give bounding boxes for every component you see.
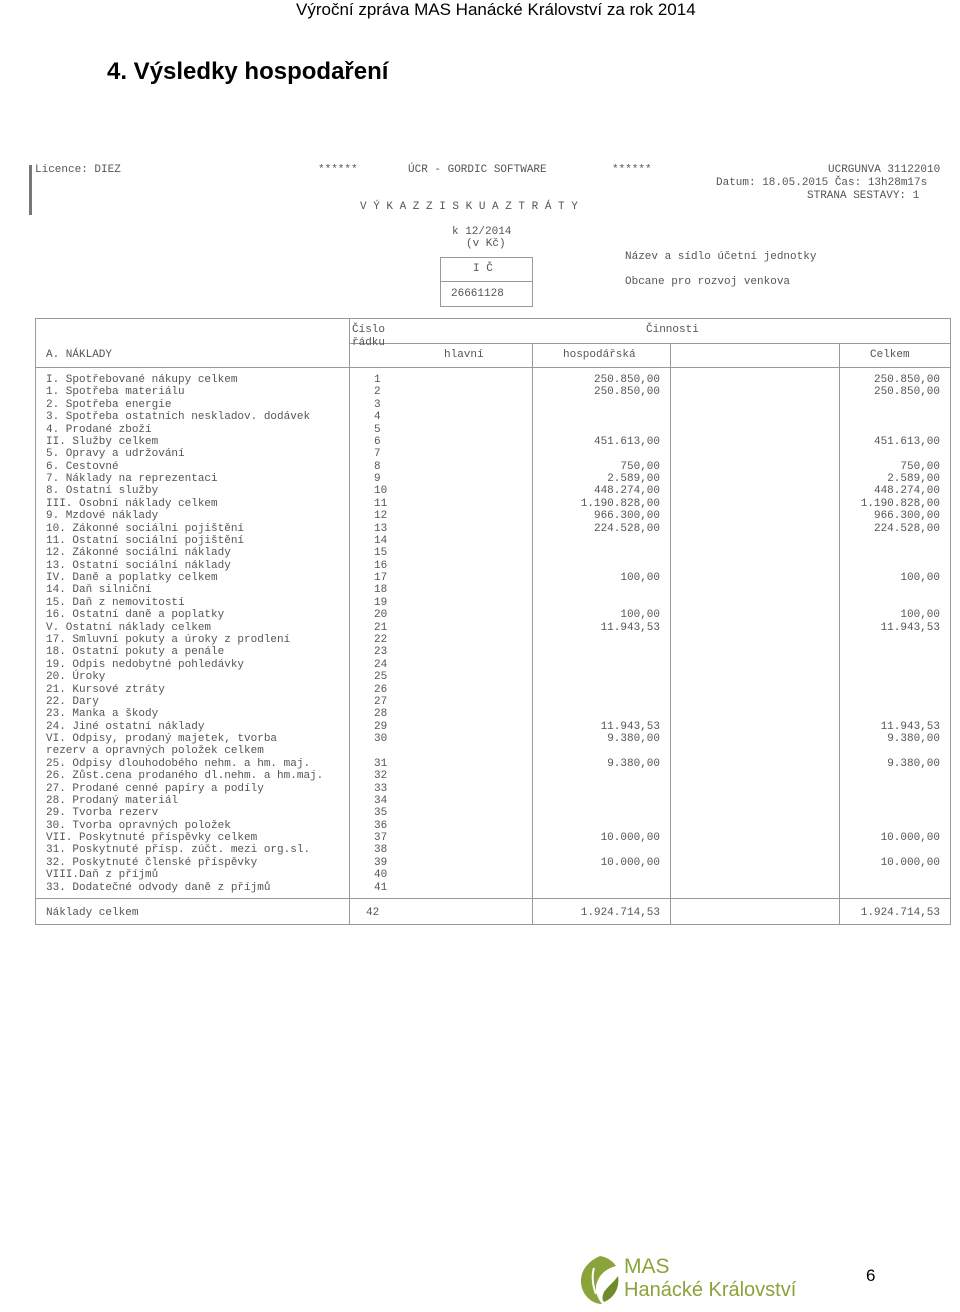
row-label: 27. Prodané cenné papíry a podíly <box>46 782 264 795</box>
stars-right: ****** <box>612 164 652 176</box>
row-label: 32. Poskytnuté členské příspěvky <box>46 856 258 869</box>
row-number: 4 <box>374 411 381 424</box>
row-total-value: 100,00 <box>900 609 940 622</box>
row-label: 24. Jiné ostatní náklady <box>46 720 205 733</box>
row-number: 29 <box>374 720 388 733</box>
row-number: 10 <box>374 485 388 498</box>
row-label: 13. Ostatní sociální náklady <box>46 559 231 572</box>
row-econ-value: 1.190.828,00 <box>580 497 660 510</box>
row-label: 14. Daň silniční <box>46 584 152 597</box>
row-label: 16. Ostatní daně a poplatky <box>46 609 225 622</box>
row-label: 19. Odpis nedobytné pohledávky <box>46 658 245 671</box>
row-label: 25. Odpisy dlouhodobého nehm. a hm. maj. <box>46 757 311 770</box>
row-number: 40 <box>374 869 388 882</box>
row-number: 7 <box>374 448 381 461</box>
row-econ-value: 750,00 <box>620 460 660 473</box>
row-number: 3 <box>374 398 381 411</box>
row-label: 8. Ostatní služby <box>46 485 159 498</box>
row-total-value: 9.380,00 <box>887 757 940 770</box>
report-code: UCRGUNVA 31122010 <box>828 164 941 176</box>
row-label: 26. Zůst.cena prodaného dl.nehm. a hm.maj. <box>46 770 324 783</box>
row-total-value: 250.850,00 <box>873 374 940 386</box>
row-total-value: 1.190.828,00 <box>860 497 940 510</box>
row-econ-value: 10.000,00 <box>600 832 660 845</box>
row-number: 31 <box>374 757 388 770</box>
row-number: 21 <box>374 621 388 634</box>
row-label: 22. Dary <box>46 695 99 708</box>
row-econ-value: 100,00 <box>620 609 660 622</box>
row-econ-value: 966.300,00 <box>593 510 660 523</box>
entity-label: Název a sídlo účetní jednotky <box>625 251 817 263</box>
row-number: 18 <box>374 584 388 597</box>
ic-box <box>440 257 533 307</box>
row-econ-value: 9.380,00 <box>607 757 660 770</box>
row-number: 19 <box>374 596 388 609</box>
row-number: 24 <box>374 658 388 671</box>
row-number: 6 <box>374 435 381 448</box>
row-label: IV. Daně a poplatky celkem <box>46 572 218 585</box>
row-number: 39 <box>374 856 388 869</box>
row-number: 23 <box>374 646 388 659</box>
row-label: 10. Zákonné sociální pojištění <box>46 522 245 535</box>
row-total-value: 2.589,00 <box>887 473 940 486</box>
row-econ-value: 11.943,53 <box>600 720 660 733</box>
row-label: VII. Poskytnuté příspěvky celkem <box>46 832 258 845</box>
row-label: III. Osobní náklady celkem <box>46 497 218 510</box>
col-total-header: Celkem <box>870 349 910 361</box>
row-label: 23. Manka a škody <box>46 708 159 721</box>
row-number: 35 <box>374 807 388 820</box>
row-econ-value: 9.380,00 <box>607 733 660 746</box>
row-label: II. Služby celkem <box>46 435 159 448</box>
row-label: 7. Náklady na reprezentaci <box>46 473 218 486</box>
row-label: 28. Prodaný materiál <box>46 794 179 807</box>
row-label: 11. Ostatní sociální pojištění <box>46 534 245 547</box>
running-header: Výroční zpráva MAS Hanácké Království za rok 2014 <box>296 0 696 19</box>
row-label: 3. Spotřeba ostatních neskladov. dodávek <box>46 411 311 424</box>
logo-name-text: Hanácké Království <box>624 1279 797 1301</box>
row-econ-value: 11.943,53 <box>600 621 660 634</box>
row-label: 21. Kursové ztráty <box>46 683 165 696</box>
row-number: 14 <box>374 534 388 547</box>
row-total-value: 966.300,00 <box>873 510 940 523</box>
row-number: 27 <box>374 695 388 708</box>
total-row-no: 42 <box>366 907 380 919</box>
row-number: 33 <box>374 782 388 795</box>
report-period: k 12/2014 <box>452 226 512 238</box>
row-total-value: 250.850,00 <box>873 386 940 399</box>
row-number: 17 <box>374 572 388 585</box>
row-no-header-2: řádku <box>352 337 386 349</box>
row-number: 36 <box>374 819 388 832</box>
row-label: V. Ostatní náklady celkem <box>46 621 212 634</box>
row-label: 12. Zákonné sociální náklady <box>46 547 231 560</box>
row-total-value: 100,00 <box>900 572 940 585</box>
ic-label: I Č <box>473 263 493 275</box>
report-datetime: Datum: 18.05.2015 Čas: 13h28m17s <box>716 177 928 189</box>
row-label: 18. Ostatní pokuty a penále <box>46 646 225 659</box>
activities-header: Činnosti <box>646 324 699 336</box>
row-econ-value: 10.000,00 <box>600 856 660 869</box>
report-page: STRANA SESTAVY: 1 <box>807 190 920 202</box>
section-title: 4. Výsledky hospodaření <box>107 58 389 85</box>
row-no-header-1: Číslo <box>352 324 386 336</box>
row-total-value: 10.000,00 <box>880 832 940 845</box>
col-main-header: hlavní <box>444 349 484 361</box>
row-label: 29. Tvorba rezerv <box>46 807 159 820</box>
row-econ-value: 250.850,00 <box>593 386 660 399</box>
row-total-value: 448.274,00 <box>873 485 940 498</box>
stars-left: ****** <box>318 164 358 176</box>
row-number: 38 <box>374 844 388 857</box>
row-econ-value: 448.274,00 <box>593 485 660 498</box>
row-number: 16 <box>374 559 388 572</box>
row-number: 5 <box>374 423 381 436</box>
row-econ-value: 2.589,00 <box>607 473 660 486</box>
row-number: 25 <box>374 671 388 684</box>
software-name: ÚCR - GORDIC SOFTWARE <box>408 164 547 176</box>
row-label: 17. Smluvní pokuty a úroky z prodlení <box>46 633 291 646</box>
row-number: 1 <box>374 374 381 386</box>
row-label: I. Spotřebované nákupy celkem <box>46 374 238 386</box>
row-number: 26 <box>374 683 388 696</box>
row-label: 33. Dodatečné odvody daně z příjmů <box>46 881 271 894</box>
row-number: 30 <box>374 733 388 746</box>
row-econ-value: 100,00 <box>620 572 660 585</box>
row-label: 4. Prodané zboží <box>46 423 152 436</box>
logo-mas-text: MAS <box>624 1255 670 1278</box>
row-number: 22 <box>374 633 388 646</box>
row-number: 28 <box>374 708 388 721</box>
row-total-value: 11.943,53 <box>880 720 940 733</box>
row-total-value: 451.613,00 <box>873 435 940 448</box>
row-number: 11 <box>374 497 388 510</box>
row-number: 2 <box>374 386 381 399</box>
mas-logo <box>574 1254 797 1311</box>
row-number: 12 <box>374 510 388 523</box>
row-number: 13 <box>374 522 388 535</box>
row-label: 20. Úroky <box>46 671 106 684</box>
row-total-value: 9.380,00 <box>887 733 940 746</box>
ic-value: 26661128 <box>451 288 504 300</box>
entity-name: Obcane pro rozvoj venkova <box>625 276 791 288</box>
row-number: 15 <box>374 547 388 560</box>
row-label: 2. Spotřeba energie <box>46 398 172 411</box>
report-title: V Ý K A Z Z I S K U A Z T R Á T Y <box>360 201 578 213</box>
row-number: 32 <box>374 770 388 783</box>
row-number: 41 <box>374 881 388 894</box>
row-label: 9. Mzdové náklady <box>46 510 159 523</box>
total-label: Náklady celkem <box>46 907 139 919</box>
page-number: 6 <box>866 1266 876 1285</box>
row-total-value: 224.528,00 <box>873 522 940 535</box>
row-number: 34 <box>374 794 388 807</box>
row-label: rezerv a opravných položek celkem <box>46 745 264 758</box>
row-label: 1. Spotřeba materiálu <box>46 386 185 399</box>
section-label: A. NÁKLADY <box>46 349 113 361</box>
licence-bar <box>29 165 32 215</box>
row-total-value: 11.943,53 <box>880 621 940 634</box>
row-number: 9 <box>374 473 381 486</box>
row-total-value: 10.000,00 <box>880 856 940 869</box>
row-label: VIII.Daň z příjmů <box>46 869 159 882</box>
row-label: 6. Cestovné <box>46 460 119 473</box>
row-label: 30. Tvorba opravných položek <box>46 819 231 832</box>
total-total: 1.924.714,53 <box>860 907 940 919</box>
row-label: VI. Odpisy, prodaný majetek, tvorba <box>46 733 278 746</box>
licence-text: Licence: DIEZ <box>35 164 121 176</box>
row-label: 5. Opravy a udržování <box>46 448 185 461</box>
row-label: 31. Poskytnuté přísp. zúčt. mezi org.sl. <box>46 844 311 857</box>
scanned-report <box>0 150 960 940</box>
leaf-icon <box>574 1254 624 1306</box>
row-label: 15. Daň z nemovitostí <box>46 596 185 609</box>
row-total-value: 750,00 <box>900 460 940 473</box>
row-econ-value: 451.613,00 <box>593 435 660 448</box>
row-econ-value: 224.528,00 <box>593 522 660 535</box>
row-econ-value: 250.850,00 <box>593 374 660 386</box>
col-econ-header: hospodářská <box>563 349 636 361</box>
report-currency: (v Kč) <box>466 238 506 250</box>
row-number: 37 <box>374 832 388 845</box>
row-number: 8 <box>374 460 381 473</box>
total-econ: 1.924.714,53 <box>580 907 660 919</box>
row-number: 20 <box>374 609 388 622</box>
